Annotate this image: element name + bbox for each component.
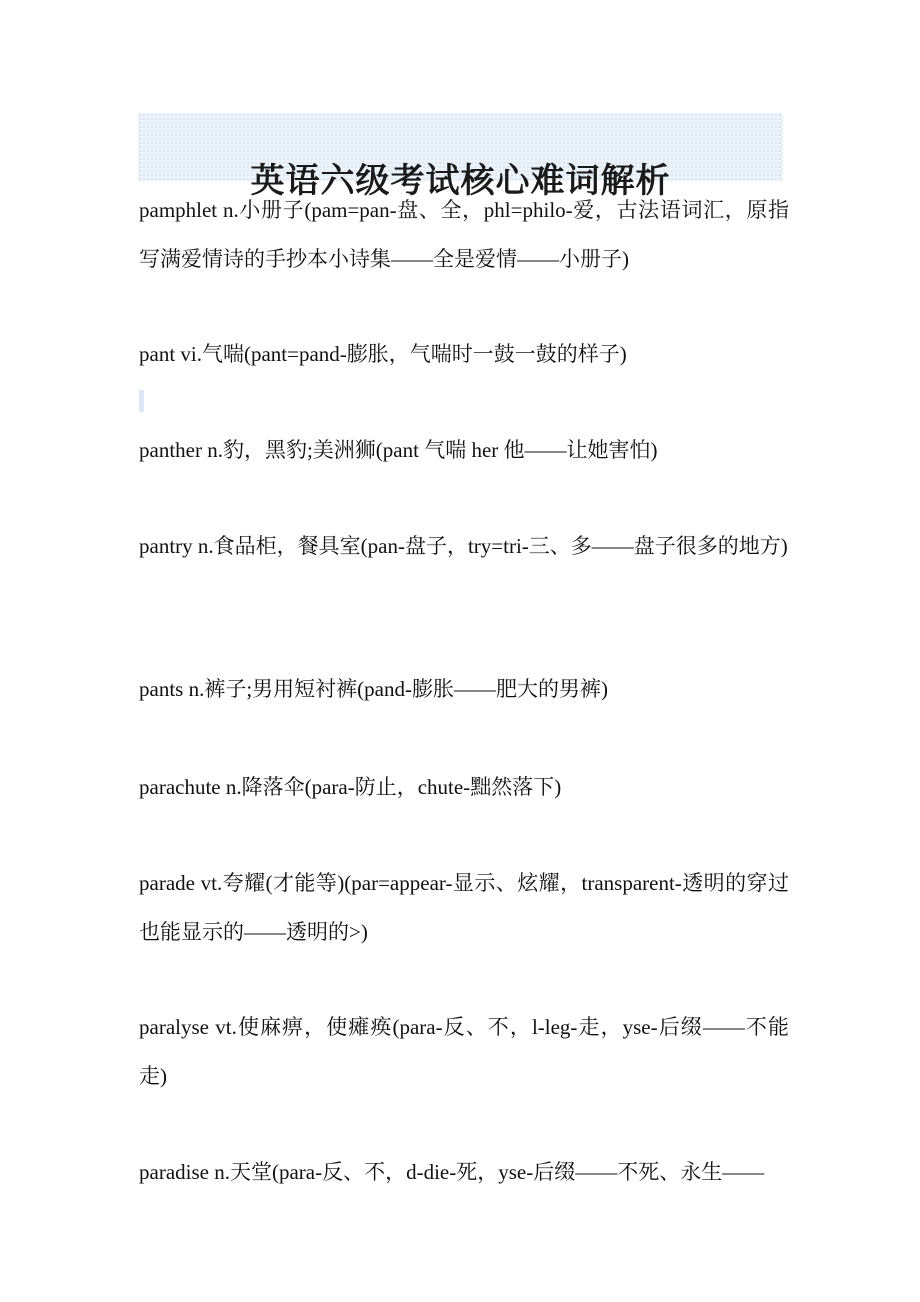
paragraph-marker — [139, 390, 144, 412]
entry-pamphlet: pamphlet n.小册子(pam=pan-盘、全，phl=philo-爱，古法语词汇，原指写满爱情诗的手抄本小诗集——全是爱情——小册子) — [139, 198, 789, 271]
entry-paradise: paradise n.天堂(para-反、不，d-die-死，yse-后缀——不死、永生—— — [139, 1160, 765, 1184]
entry-pantry: pantry n.食品柜，餐具室(pan-盘子，try=tri-三、多——盘子很多的地方) — [139, 534, 788, 558]
entry-parachute: parachute n.降落伞(para-防止，chute-黜然落下) — [139, 775, 562, 799]
entry-pants: pants n.裤子;男用短衬裤(pand-膨胀——肥大的男裤) — [139, 677, 608, 701]
entry-panther: panther n.豹，黑豹;美洲狮(pant 气喘 her 他——让她害怕) — [139, 438, 658, 462]
page-title: 英语六级考试核心难词解析 — [250, 162, 671, 200]
entry-parade: parade vt.夸耀(才能等)(par=appear-显示、炫耀，transparent-透明的穿过也能显示的——透明的>) — [139, 871, 789, 944]
entry-paralyse: paralyse vt.使麻痹，使瘫痪(para-反、不，l-leg-走，yse-后缀——不能走) — [139, 1015, 789, 1088]
entry-pant: pant vi.气喘(pant=pand-膨胀，气喘时一鼓一鼓的样子) — [139, 342, 627, 366]
